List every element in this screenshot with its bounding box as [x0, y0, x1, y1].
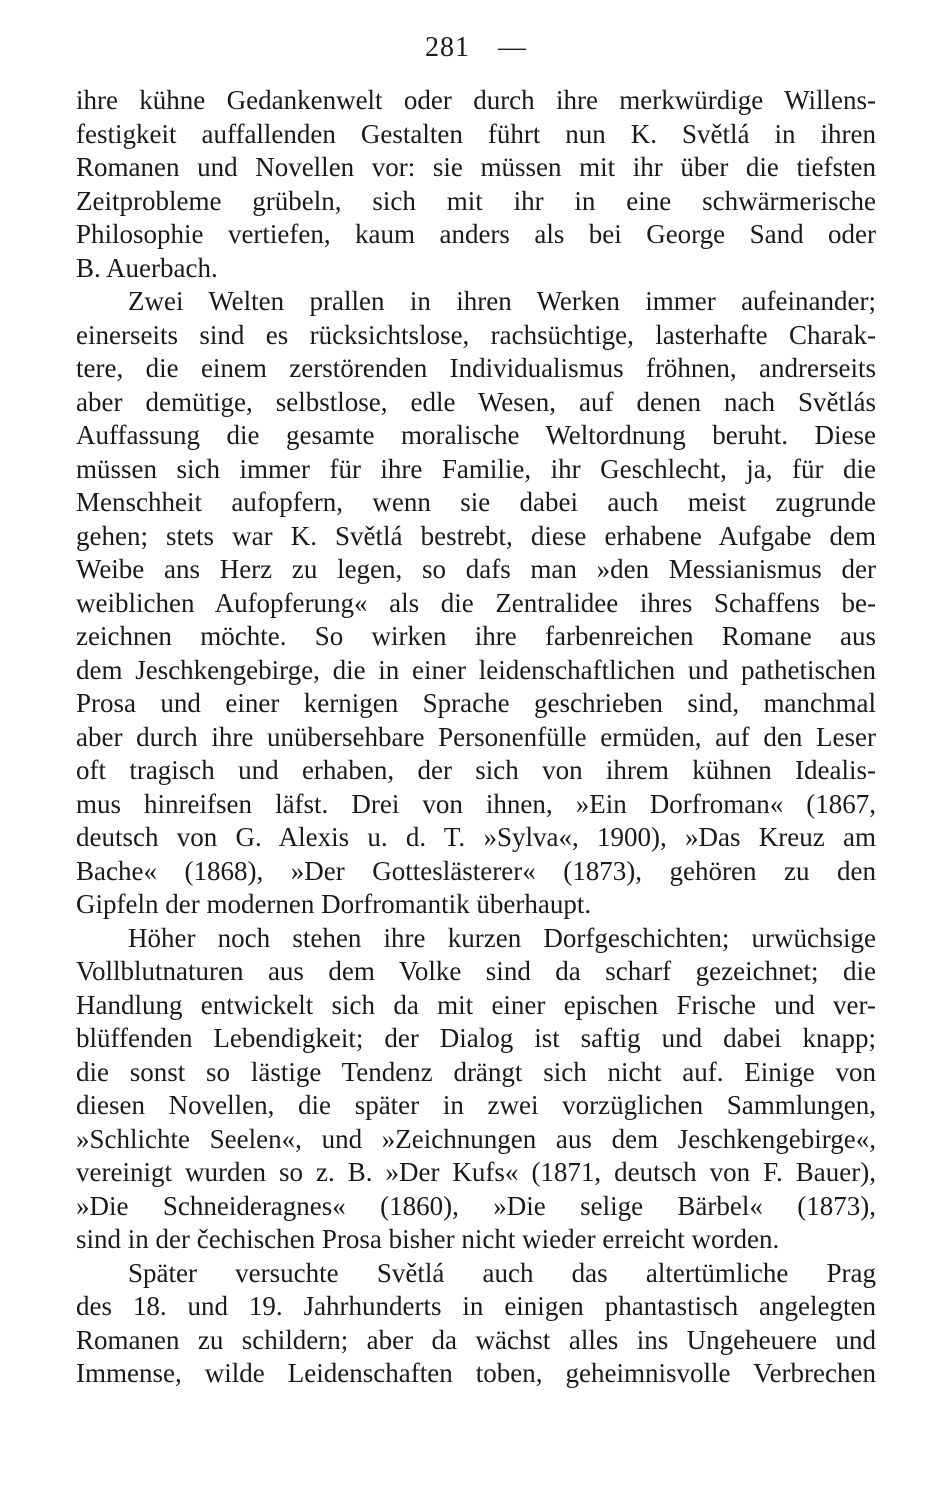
text-line: festigkeit auffallenden Gestalten führt nun K. Světlá in ihren	[76, 118, 876, 149]
text-line: aber durch ihre unübersehbare Personenfülle ermüden, auf den Leser	[76, 721, 876, 752]
text-line: Immense, wilde Leidenschaften toben, geheimnisvolle Verbrechen	[76, 1358, 876, 1388]
text-line: dem Jeschkengebirge, die in einer leidenschaftlichen und pathetischen	[76, 654, 876, 685]
text-line: Vollblutnaturen aus dem Volke sind da scharf gezeichnet; die	[76, 956, 876, 986]
header-dash: —	[498, 32, 527, 63]
text-line: zeichnen möchte. So wirken ihre farbenreichen Romane aus	[76, 621, 876, 651]
text-line: diesen Novellen, die später in zwei vorzüglichen Sammlungen,	[76, 1090, 876, 1120]
book-page	[76, 30, 876, 1391]
text-line: des 18. und 19. Jahrhunderts in einigen phantastisch angelegten	[76, 1291, 876, 1321]
text-line: blüffenden Lebendigkeit; der Dialog ist saftig und dabei knapp;	[76, 1023, 876, 1053]
text-line: »Die Schneideragnes« (1860), »Die selige Bärbel« (1873),	[76, 1190, 876, 1221]
text-line: sind in der čechischen Prosa bisher nicht wieder erreicht worden.	[76, 1224, 780, 1254]
text-line: aber demütige, selbstlose, edle Wesen, auf denen nach Světlás	[76, 386, 876, 417]
text-line: Zeitprobleme grübeln, sich mit ihr in eine schwärmerische	[76, 185, 876, 216]
text-line: Handlung entwickelt sich da mit einer epischen Frische und ver-	[76, 989, 876, 1020]
page-number: 281	[425, 32, 470, 63]
text-line: Romanen zu schildern; aber da wächst alles ins Ungeheuere und	[76, 1324, 876, 1355]
body-text	[76, 84, 876, 1391]
text-line: Romanen und Novellen vor: sie müssen mit ihr über die tiefsten	[76, 152, 876, 182]
text-line: gehen; stets war K. Světlá bestrebt, diese erhabene Aufgabe dem	[76, 520, 876, 551]
text-line: Zwei Welten prallen in ihren Werken immer aufeinander;	[128, 286, 876, 316]
text-line: Später versuchte Světlá auch das altertümliche Prag	[128, 1257, 876, 1288]
text-line: müssen sich immer für ihre Familie, ihr Geschlecht, ja, für die	[76, 453, 876, 484]
page-header	[76, 30, 876, 66]
text-line: vereinigt wurden so z. B. »Der Kufs« (1871, deutsch von F. Bauer),	[76, 1157, 876, 1187]
text-line: Auffassung die gesamte moralische Weltordnung beruht. Diese	[76, 420, 876, 450]
text-line: Weibe ans Herz zu legen, so dafs man »den Messianismus der	[76, 554, 876, 584]
text-line: ihre kühne Gedankenwelt oder durch ihre merkwürdige Willens-	[76, 85, 876, 115]
text-line: mus hinreifsen läfst. Drei von ihnen, »Ein Dorfroman« (1867,	[76, 788, 876, 819]
text-line: Bache« (1868), »Der Gotteslästerer« (1873), gehören zu den	[76, 855, 876, 886]
text-line: Höher noch stehen ihre kurzen Dorfgeschichten; urwüchsige	[128, 922, 876, 953]
text-line: Menschheit aufopfern, wenn sie dabei auch meist zugrunde	[76, 487, 876, 517]
text-line: B. Auerbach.	[76, 252, 218, 283]
text-line: einerseits sind es rücksichtslose, rachsüchtige, lasterhafte Charak-	[76, 319, 876, 350]
text-line: »Schlichte Seelen«, und »Zeichnungen aus dem Jeschkengebirge«,	[76, 1123, 876, 1154]
text-line: weiblichen Aufopferung« als die Zentralidee ihres Schaffens be-	[76, 587, 876, 618]
text-line: die sonst so lästige Tendenz drängt sich nicht auf. Einige von	[76, 1056, 876, 1087]
text-line: deutsch von G. Alexis u. d. T. »Sylva«, 1900), »Das Kreuz am	[76, 822, 876, 852]
text-line: Philosophie vertiefen, kaum anders als bei George Sand oder	[76, 219, 876, 249]
text-line: Gipfeln der modernen Dorfromantik überhaupt.	[76, 889, 592, 919]
text-line: Prosa und einer kernigen Sprache geschrieben sind, manchmal	[76, 688, 876, 718]
text-line: oft tragisch und erhaben, der sich von ihrem kühnen Idealis-	[76, 755, 876, 785]
text-line: tere, die einem zerstörenden Individualismus fröhnen, andrerseits	[76, 353, 876, 383]
